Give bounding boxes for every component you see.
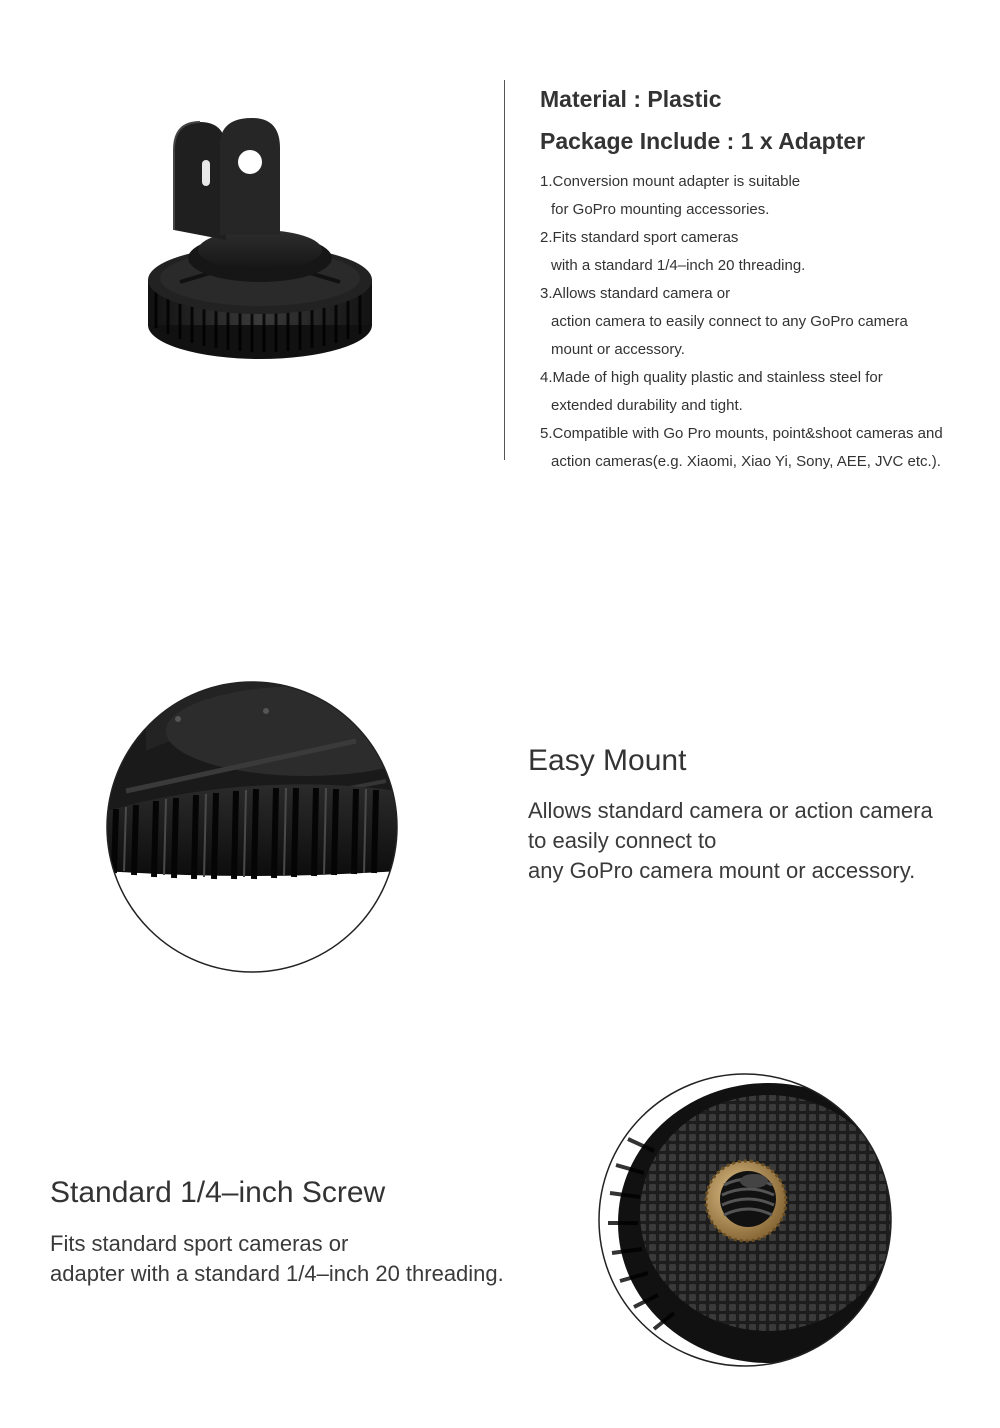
- easy-mount-description: [528, 796, 933, 886]
- feature-line: 1.Conversion mount adapter is suitable: [540, 173, 801, 190]
- description-line: Allows standard camera or action camera: [528, 798, 933, 823]
- screw-closeup-image: [598, 1073, 892, 1367]
- feature-line: 2.Fits standard sport cameras: [540, 229, 739, 246]
- feature-line: mount or accessory.: [551, 341, 685, 358]
- description-line: any GoPro camera mount or accessory.: [528, 858, 916, 883]
- easy-mount-title: Easy Mount: [528, 744, 687, 777]
- feature-line: action camera to easily connect to any GoPro camera: [551, 313, 908, 330]
- feature-line: extended durability and tight.: [551, 397, 743, 414]
- description-line: Fits standard sport cameras or: [50, 1231, 349, 1256]
- screw-description: [50, 1229, 504, 1289]
- feature-line: action cameras(e.g. Xiaomi, Xiao Yi, Sony, AEE, JVC etc.).: [551, 453, 941, 470]
- screw-title: Standard 1/4–inch Screw: [50, 1176, 386, 1209]
- gopro-mount-adapter-image: [140, 110, 380, 370]
- feature-line: for GoPro mounting accessories.: [551, 201, 770, 218]
- description-line: to easily connect to: [528, 828, 717, 853]
- description-line: adapter with a standard 1/4–inch 20 threading.: [50, 1261, 504, 1286]
- feature-line: with a standard 1/4–inch 20 threading.: [551, 257, 806, 274]
- feature-item: [540, 280, 995, 364]
- feature-line: 4.Made of high quality plastic and stainless steel for: [540, 369, 883, 386]
- knurled-ring-closeup-image: [106, 681, 398, 973]
- feature-line: 5.Compatible with Go Pro mounts, point&shoot cameras and: [540, 425, 943, 442]
- material-spec: Material : Plastic: [540, 86, 722, 112]
- feature-item: [540, 364, 995, 420]
- section-divider: [504, 80, 505, 460]
- feature-list: [540, 168, 995, 476]
- feature-item: [540, 168, 995, 224]
- feature-item: [540, 224, 995, 280]
- package-spec: Package Include : 1 x Adapter: [540, 128, 866, 154]
- feature-line: 3.Allows standard camera or: [540, 285, 731, 302]
- feature-item: [540, 420, 995, 476]
